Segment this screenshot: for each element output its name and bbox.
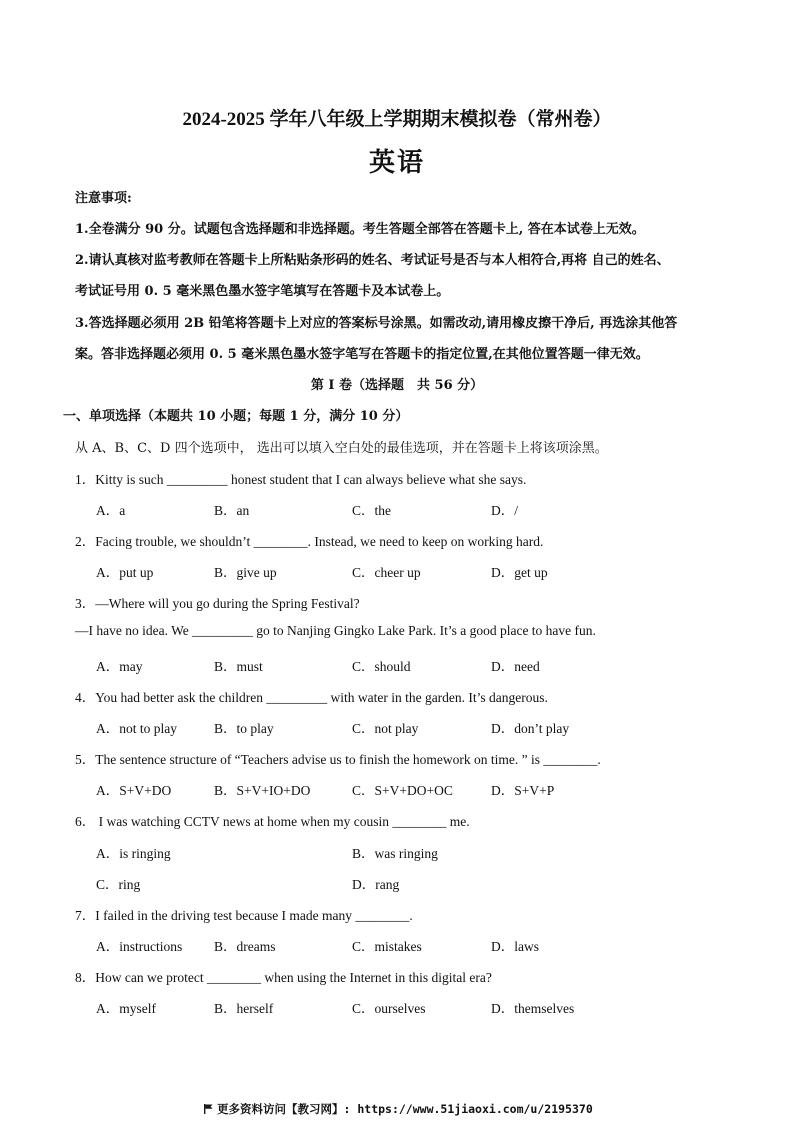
subject-title: 英语 (368, 148, 425, 178)
q5-option-b: B．S+V+IO+DO (214, 783, 311, 798)
q7-option-c: C．mistakes (352, 939, 422, 954)
q6-option-a: A．is ringing (96, 846, 171, 861)
note-1: 1.全卷满分 90 分。试题包含选择题和非选择题。考生答题全部答在答题卡上, 答在本试卷上无效。 (75, 222, 645, 237)
q2-option-a: A．put up (96, 565, 154, 580)
flag-icon (204, 1104, 213, 1114)
note-2a: 2.请认真核对监考教师在答题卡上所粘贴条形码的姓名、考试证号是否与本人相符合,再将 自己的姓名、 (75, 253, 670, 268)
note-3b: 案。答非选择题必须用 0. 5 毫米黑色墨水签字笔写在答题卡的指定位置,在其他位置答题一律无效。 (75, 347, 649, 362)
q7-option-d: D．laws (491, 939, 539, 954)
q8-option-a: A．myself (96, 1001, 156, 1016)
q1-option-a: A．a (96, 503, 126, 518)
question-8: 8．How can we protect ________ when using the Internet in this digital era? (75, 970, 492, 985)
question-2: 2．Facing trouble, we shouldn’t ________. Instead, we need to keep on working hard. (75, 534, 544, 549)
q5-option-d: D．S+V+P (491, 783, 555, 798)
note-2b: 考试证号用 0. 5 毫米黑色墨水签字笔填写在答题卡及本试卷上。 (75, 284, 450, 299)
q7-option-b: B．dreams (214, 939, 276, 954)
q4-option-a: A．not to play (96, 721, 177, 736)
q1-option-c: C．the (352, 503, 391, 518)
q8-option-b: B．herself (214, 1001, 274, 1016)
q2-option-d: D．get up (491, 565, 548, 580)
question-7: 7．I failed in the driving test because I made many ________. (75, 908, 413, 923)
question-4: 4．You had better ask the children _________ with water in the garden. It’s dangerous. (75, 690, 548, 705)
q6-option-c: C．ring (96, 877, 141, 892)
q6-option-d: D．rang (352, 877, 400, 892)
q3-option-c: C．should (352, 659, 411, 674)
q3-option-b: B．must (214, 659, 263, 674)
question-3: 3．—Where will you go during the Spring Festival? (75, 596, 360, 611)
notes-heading: 注意事项: (75, 191, 132, 206)
note-3a: 3.答选择题必须用 2B 铅笔将答题卡上对应的答案标号涂黑。如需改动,请用橡皮擦干净后, 再选涂其他答 (75, 316, 678, 331)
q4-option-d: D．don’t play (491, 721, 570, 736)
q2-option-c: C．cheer up (352, 565, 421, 580)
q6-option-b: B．was ringing (352, 846, 438, 861)
part-title: 一、单项选择（本题共 10 小题；每题 1 分，满分 10 分） (63, 409, 409, 424)
question-5: 5．The sentence structure of “Teachers advise us to finish the homework on time. ” is ________. (75, 752, 601, 767)
q8-option-c: C．ourselves (352, 1001, 426, 1016)
page-title: 2024-2025 学年八年级上学期期末模拟卷（常州卷） (182, 109, 612, 130)
question-1: 1．Kitty is such _________ honest student that I can always believe what she says. (75, 472, 527, 487)
footer-link[interactable] (204, 1101, 593, 1117)
q4-option-b: B．to play (214, 721, 274, 736)
footer-text[interactable]: 更多资料访问【教习网】: https://www.51jiaoxi.com/u/2195370 (217, 1102, 593, 1116)
q5-option-c: C．S+V+DO+OC (352, 783, 453, 798)
question-6: 6． I was watching CCTV news at home when my cousin ________ me. (75, 814, 470, 829)
part-instruction: 从 A、B、C、D 四个选项中， 选出可以填入空白处的最佳选项，并在答题卡上将该项涂黑。 (75, 441, 608, 456)
q1-option-b: B．an (214, 503, 250, 518)
q4-option-c: C．not play (352, 721, 419, 736)
section-title: 第 I 卷（选择题 共 56 分） (310, 378, 484, 393)
q8-option-d: D．themselves (491, 1001, 575, 1016)
question-3-reply: —I have no idea. We _________ go to Nanjing Gingko Lake Park. It’s a good place to have fun. (75, 623, 596, 638)
q3-option-d: D．need (491, 659, 540, 674)
q2-option-b: B．give up (214, 565, 277, 580)
q1-option-d: D．/ (491, 503, 518, 518)
q3-option-a: A．may (96, 659, 143, 674)
q7-option-a: A．instructions (96, 939, 183, 954)
q5-option-a: A．S+V+DO (96, 783, 172, 798)
